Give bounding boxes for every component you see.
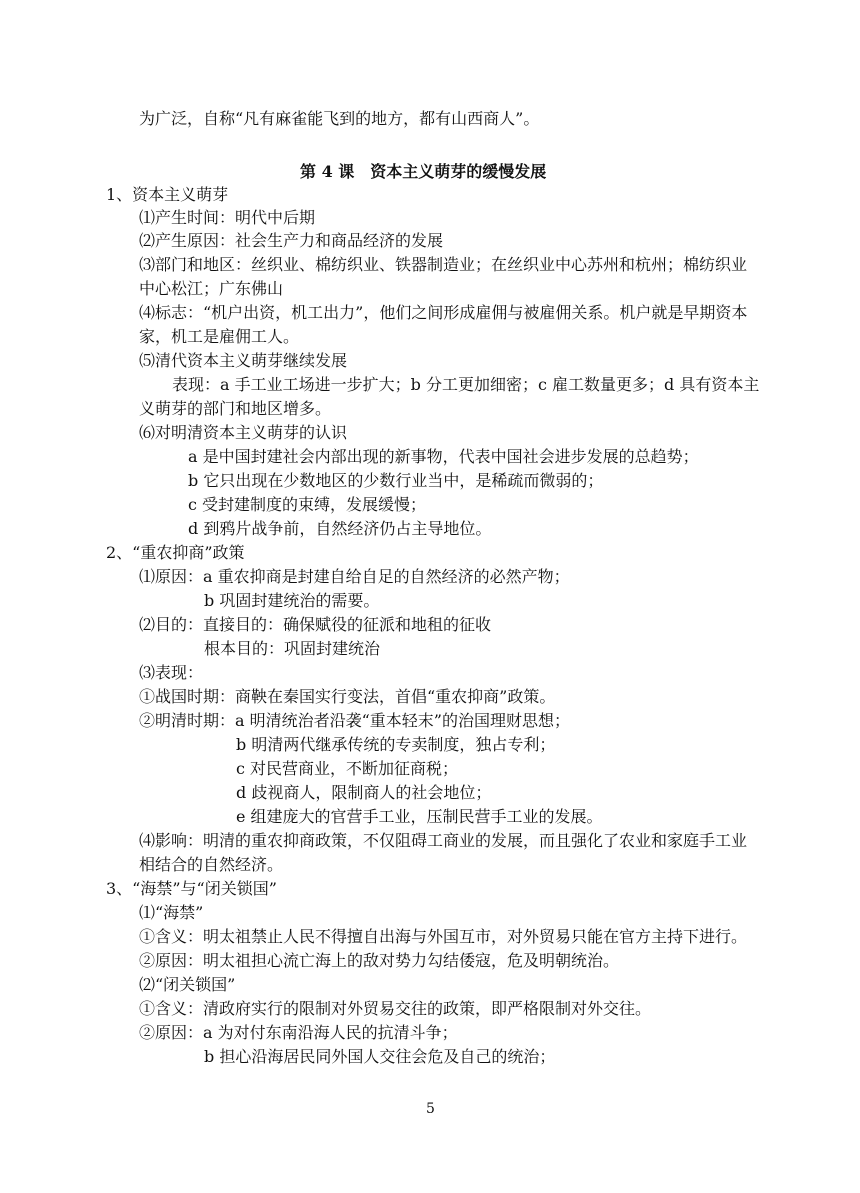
text-line: 表现：a 手工业工场进一步扩大；b 分工更加细密；c 雇工数量更多；d 具有资本主 [172,375,760,394]
text-line: ⑵产生原因：社会生产力和商品经济的发展 [139,231,444,250]
text-line: 义萌芽的部门和地区增多。 [139,399,332,418]
text-line: ⑷影响：明清的重农抑商政策，不仅阻碍工商业的发展，而且强化了农业和家庭手工业 [139,831,748,850]
text-line: c 受封建制度的束缚，发展缓慢； [188,495,427,514]
section-heading: 1、资本主义萌芽 [106,185,229,204]
text-line: b 它只出现在少数地区的少数行业当中，是稀疏而微弱的； [188,471,604,490]
text-line: ⑴原因：a 重农抑商是封建自给自足的自然经济的必然产物； [139,567,570,586]
text-line: ⑴“海禁” [139,903,204,922]
section-heading: 2、“重农抑商”政策 [106,543,245,562]
text-line: ⑵目的：直接目的：确保赋役的征派和地租的征收 [139,615,492,634]
text-line: ⑴产生时间：明代中后期 [139,208,316,227]
text-line: e 组建庞大的官营手工业，压制民营手工业的发展。 [236,807,603,826]
text-line: a 是中国封建社会内部出现的新事物，代表中国社会进步发展的总趋势； [188,447,699,466]
text-line: c 对民营商业，不断加征商税； [236,759,459,778]
text-line: 根本目的：巩固封建统治 [204,639,381,658]
page-number: 5 [426,1101,435,1117]
text-line: ②原因：a 为对付东南沿海人民的抗清斗争； [139,1023,458,1042]
text-line: 中心松江；广东佛山 [139,279,284,298]
text-line: b 担心沿海居民同外国人交往会危及自己的统治； [204,1047,556,1066]
text-line: ①含义：明太祖禁止人民不得擅自出海与外国互市，对外贸易只能在官方主持下进行。 [139,927,748,946]
text-line: d 到鸦片战争前，自然经济仍占主导地位。 [188,519,492,538]
text-line: ⑸清代资本主义萌芽继续发展 [139,351,348,370]
text-line: b 明清两代继承传统的专卖制度，独占专利； [236,735,556,754]
text-line: ⑶表现： [139,663,204,682]
text-line: ⑷标志：“机户出资，机工出力”，他们之间形成雇佣与被雇佣关系。机户就是早期资本 [139,303,748,322]
text-line: ②明清时期：a 明清统治者沿袭“重本轻末”的治国理财思想； [139,711,570,730]
text-line: d 歧视商人，限制商人的社会地位； [236,783,492,802]
text-line: ⑶部门和地区：丝织业、棉纺织业、铁器制造业；在丝织业中心苏州和杭州；棉纺织业 [139,255,748,274]
text-line: ⑹对明清资本主义萌芽的认识 [139,423,348,442]
text-line: 为广泛，自称“凡有麻雀能飞到的地方，都有山西商人”。 [139,109,540,128]
text-line: 相结合的自然经济。 [139,855,284,874]
text-line: 家，机工是雇佣工人。 [139,327,300,346]
text-line: ①战国时期：商鞅在秦国实行变法，首倡“重农抑商”政策。 [139,687,556,706]
section-heading: 3、“海禁”与“闭关锁国” [106,879,277,898]
text-line: ⑵“闭关锁国” [139,975,236,994]
lesson-title: 第 4 课 资本主义萌芽的缓慢发展 [300,162,547,181]
text-line: b 巩固封建统治的需要。 [204,591,380,610]
text-line: ①含义：清政府实行的限制对外贸易交往的政策，即严格限制对外交往。 [139,999,652,1018]
text-line: ②原因：明太祖担心流亡海上的敌对势力勾结倭寇，危及明朝统治。 [139,951,620,970]
